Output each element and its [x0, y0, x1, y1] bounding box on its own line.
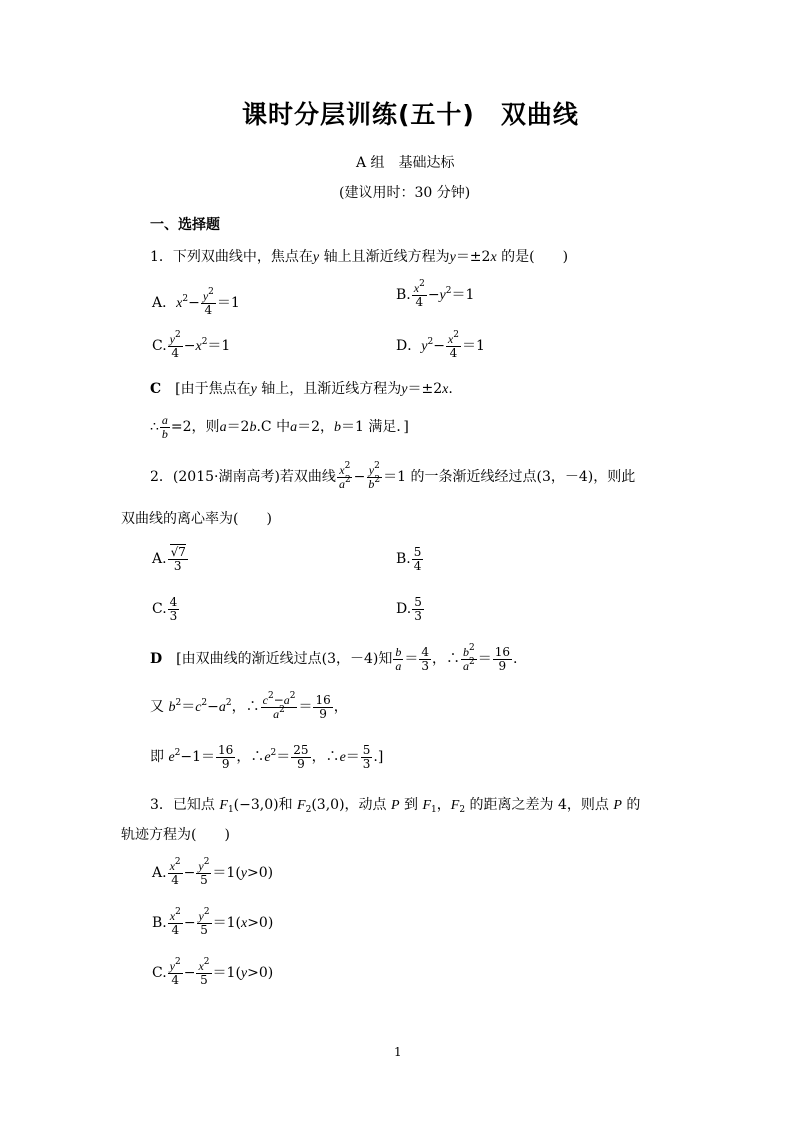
q1-option-a: A．$x^2-$ $\frac{y^2}{4}$ ＝1	[152, 287, 240, 317]
page-number: 1	[394, 1045, 402, 1059]
q1-solution-line-2: ∴ $\frac{a}{b}$ =2，则a＝2b.C 中a＝2，b＝1 满足．]	[150, 413, 409, 441]
q2-solution-line-1: D [由双曲线的渐近线过点(3，－4)知 $\frac{b}{a}$ ＝ $\frac{4}{3}$ ，∴ $\frac{b^2}{a^2}$ ＝ $\frac{16}{9}$ .	[150, 643, 518, 673]
q2-answer-letter: D	[150, 651, 163, 668]
time-hint: (建议用时：30 分钟)	[339, 185, 471, 201]
group-heading: A 组 基础达标	[356, 155, 455, 171]
q3-option-b: B. $\frac{x^2}{4}$ − $\frac{y^2}{5}$ ＝1(x>0)	[152, 907, 274, 937]
question-2-stem-line-2: 双曲线的离心率为( )	[121, 511, 272, 527]
q3-option-a: A. $\frac{x^2}{4}$ − $\frac{y^2}{5}$ ＝1(y>0)	[152, 857, 274, 887]
question-3-stem: 3．已知点 $F_1(-3,0)$和 $F_2(3,0)$，动点 P 到 $F_1$，$F_2$ 的距离之差为 4，则点 P 的	[150, 797, 641, 815]
question-2-stem: 2．(2015·湖南高考)若双曲线 $\frac{x^2}{a^2}$ − $\frac{y^2}{b^2}$ ＝1 的一条渐近线经过点(3，－4)，则此	[150, 461, 636, 491]
question-1-stem: 1．下列双曲线中，焦点在y 轴上且渐近线方程为y＝±2x 的是( )	[150, 249, 569, 265]
q3-option-c: C. $\frac{y^2}{4}$ − $\frac{x^2}{5}$ ＝1(y>0)	[152, 957, 274, 987]
q2-option-a: A. $\frac{√7}{3}$	[152, 545, 186, 573]
q1-option-b: B. $\frac{x^2}{4}$ $-y^2=1$	[396, 279, 475, 309]
q2-option-b: B. $\frac{5}{4}$	[396, 545, 422, 573]
q2-option-c: C. $\frac{4}{3}$	[152, 595, 178, 623]
q2-solution-line-2: 又 $b^2=c^2-a^2$，∴ $\frac{c^2-a^2}{a^2}$ ＝ $\frac{16}{9}$ ，	[150, 691, 348, 721]
q1-solution-line-1: C [由于焦点在y 轴上，且渐近线方程为y＝±2x.	[150, 381, 453, 397]
question-3-stem-line-2: 轨迹方程为( )	[121, 827, 230, 843]
section-heading: 一、选择题	[150, 217, 220, 233]
q1-answer-letter: C	[150, 381, 162, 397]
q1-option-d: D．$y^2-$ $\frac{x^2}{4}$ ＝1	[396, 330, 485, 360]
q1-option-c: C. $\frac{y^2}{4}$ $-x^2=1$	[152, 330, 231, 360]
q2-solution-line-3: 即 $e^2-1=$ $\frac{16}{9}$ ，$\therefore e^2=$ $\frac{25}{9}$ ，∴e＝ $\frac{5}{3}$ .]	[150, 743, 384, 771]
page-title: 课时分层训练(五十) 双曲线	[242, 100, 579, 129]
q2-option-d: D. $\frac{5}{3}$	[396, 595, 422, 623]
